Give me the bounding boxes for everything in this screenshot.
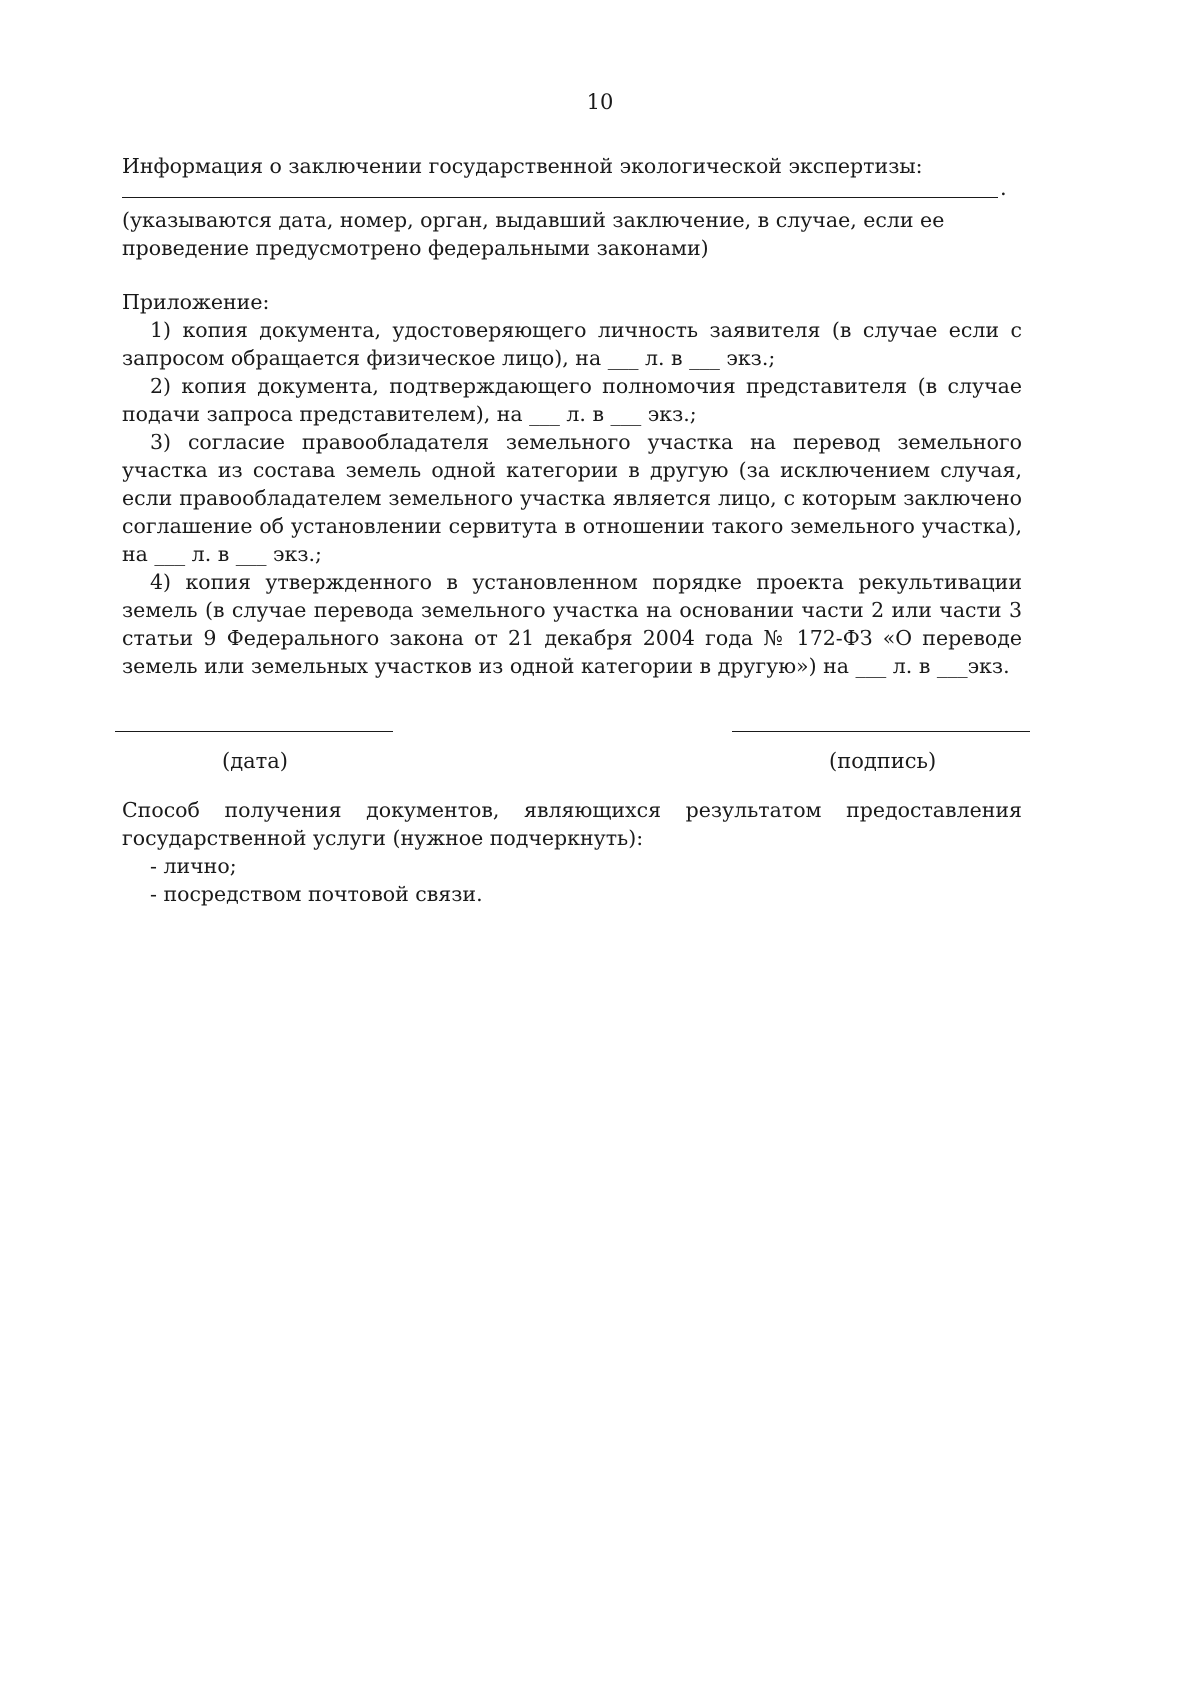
signature-line: [732, 731, 1030, 732]
examination-fill-line: [122, 197, 998, 198]
result-method-option-post: - посредством почтовой связи.: [150, 882, 483, 906]
appendix-item-2: 2) копия документа, подтверждающего полномочия представителя (в случае подачи запроса представителем), на ___ л. в ___ экз.;: [122, 374, 1022, 426]
appendix-block: [122, 288, 1022, 680]
date-line: [115, 731, 393, 732]
examination-line-end: .: [1000, 176, 1007, 200]
examination-label-block: [122, 152, 1022, 180]
signature-label: (подпись): [829, 749, 937, 773]
date-label: (дата): [222, 749, 288, 773]
result-method-text: Способ получения документов, являющихся результатом предоставления государственной услуги (нужное подчеркнуть):: [122, 798, 1022, 850]
examination-hint-block: [122, 206, 1022, 262]
examination-label: Информация о заключении государственной экологической экспертизы:: [122, 154, 923, 178]
appendix-item-3: 3) согласие правообладателя земельного участка на перевод земельного участка из состава земель одной категории в другую (за исключением случая, если правообладателем земельного участка является лицо, с которым заключено соглашение об установлении сервитута в отношении такого земельного участка), на ___ л. в ___ экз.;: [122, 430, 1022, 566]
page-number: 10: [586, 90, 614, 114]
appendix-title: Приложение:: [122, 290, 270, 314]
appendix-item-1: 1) копия документа, удостоверяющего личность заявителя (в случае если с запросом обращается физическое лицо), на ___ л. в ___ экз.;: [122, 318, 1022, 370]
result-method-option-personal: - лично;: [150, 854, 237, 878]
appendix-item-4: 4) копия утвержденного в установленном порядке проекта рекультивации земель (в случае перевода земельного участка на основании части 2 или части 3 статьи 9 Федерального закона от 21 декабря 2004 года № 172-ФЗ «О переводе земель или земельных участков из одной категории в другую») на ___ л. в ___экз.: [122, 570, 1022, 678]
result-method-block: [122, 796, 1022, 908]
examination-hint: (указываются дата, номер, орган, выдавший заключение, в случае, если ее проведение предусмотрено федеральными законами): [122, 208, 945, 260]
